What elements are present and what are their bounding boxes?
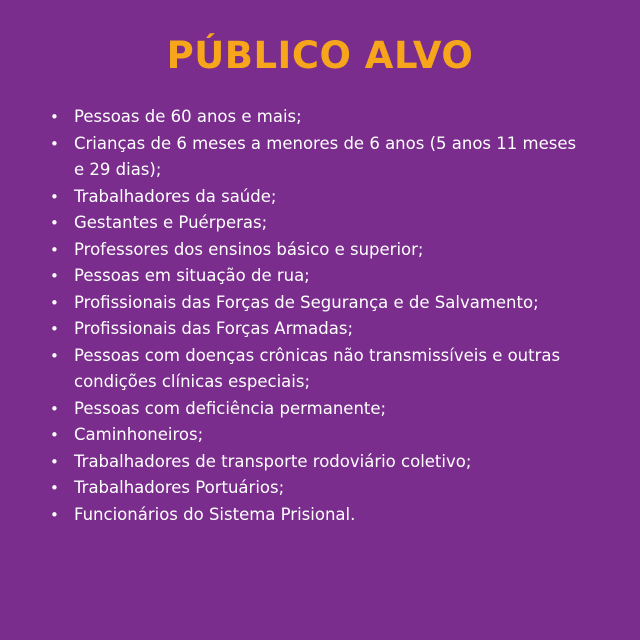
list-item-text: Caminhoneiros; [74,425,204,444]
list-item-text: Crianças de 6 meses a menores de 6 anos (5 anos 11 meses e 29 dias); [74,133,577,179]
bullet-icon: • [50,267,59,285]
list-item-text: Trabalhadores de transporte rodoviário coletivo; [74,451,472,471]
bullet-icon: • [50,214,59,232]
bullet-icon: • [50,320,59,338]
list-item [48,237,588,264]
bullet-icon: • [50,293,59,312]
list-item [48,502,588,529]
list-item [48,343,588,396]
bullet-icon: • [50,134,59,153]
target-audience-list [48,104,588,528]
list-item-text: Funcionários do Sistema Prisional. [74,504,356,524]
bullet-icon: • [50,426,59,444]
list-item-text: Trabalhadores Portuários; [74,478,285,497]
list-item [48,184,588,211]
list-item-text: Professores dos ensinos básico e superior; [74,239,424,259]
list-item [48,396,588,423]
list-item-text: Pessoas com doenças crônicas não transmissíveis e outras condições clínicas especiais; [74,345,561,391]
bullet-icon: • [50,108,59,126]
list-item [48,210,588,237]
list-item-text: Profissionais das Forças de Segurança e de Salvamento; [74,292,539,312]
list-item-text: Pessoas com deficiência permanente; [74,398,387,418]
list-item [48,131,588,184]
list-item-text: Trabalhadores da saúde; [74,186,277,206]
list-item [48,449,588,476]
bullet-icon: • [50,399,59,418]
bullet-icon: • [50,240,59,259]
bullet-icon: • [50,479,59,497]
bullet-icon: • [50,452,59,471]
list-item [48,104,588,131]
bullet-icon: • [50,187,59,206]
page-title: PÚBLICO ALVO [166,34,474,77]
list-item-text: Pessoas em situação de rua; [74,266,310,285]
list-item-text: Gestantes e Puérperas; [74,213,268,232]
list-item-text: Profissionais das Forças Armadas; [74,319,354,338]
list-item [48,263,588,290]
bullet-icon: • [50,505,59,524]
list-item [48,290,588,317]
bullet-icon: • [50,346,59,365]
list-item [48,475,588,502]
list-item [48,422,588,449]
list-item [48,316,588,343]
list-item-text: Pessoas de 60 anos e mais; [74,107,302,126]
